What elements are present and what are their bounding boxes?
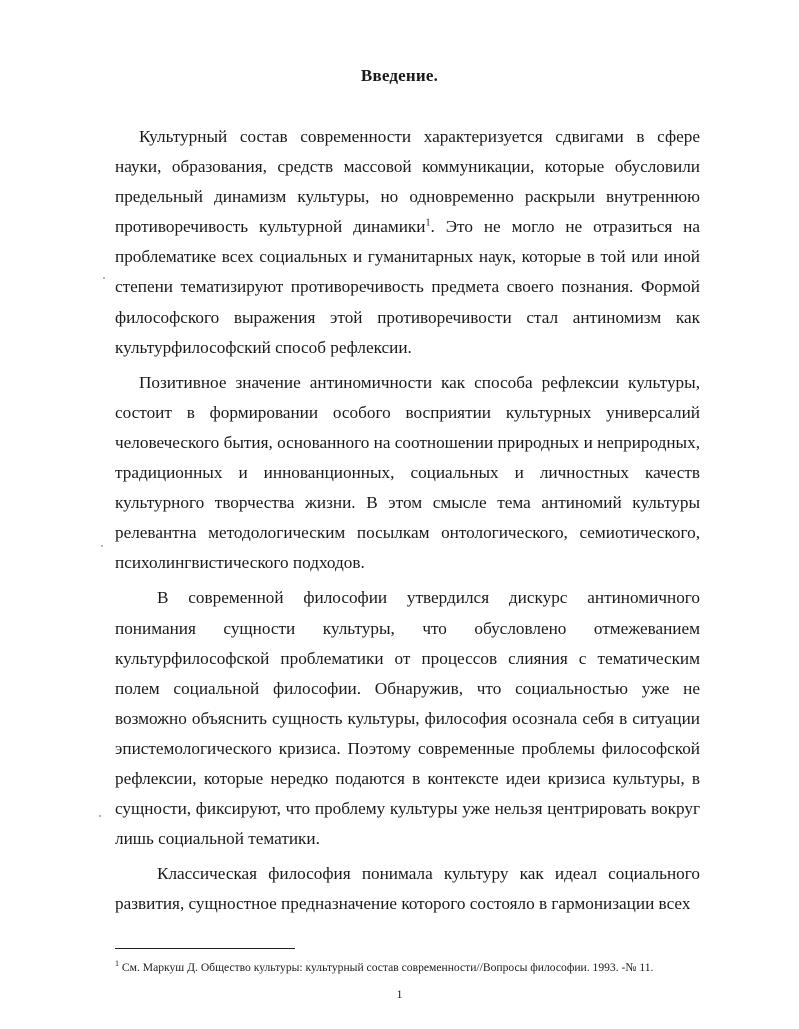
paragraph-3: В современной философии утвердился дискурс антиномичного понимания сущности культуры, что обусловлено отмежеванием культурфилософской проблематики от процессов слияния с тематическим полем социальной философии. Обнаружив, что социальностью уже не возможно объяснить сущность культуры, философия осознала себя в ситуации эпистемологического кризиса. Поэтому современные проблемы философской рефлексии, которые нередко подаются в контексте идеи кризиса культуры, в сущности, фиксируют, что проблему культуры уже нельзя центрировать вокруг лишь социальной тематики. [115,588,700,849]
paragraph-4: Классическая философия понимала культуру как идеал социального развития, сущностное предназначение которого состояло в гармонизации всех [115,864,700,914]
footnote-ref-1: 1 [425,217,431,229]
paragraph-2: Позитивное значение антиномичности как способа рефлексии культуры, состоит в формировании особого восприятии культурных универсалий человеческого бытия, основанного на соотношении природных и неприродных, традиционных и иннованционных, социальных и личностных качеств культурного творчества жизни. В этом смысле тема антиномий культуры релевантна методологическим посылкам онтологического, семиотического, психолингвистического подходов. [115,372,700,573]
footnote-divider [115,948,295,949]
footnote-marker: 1 [115,959,119,969]
footnote-text: См. Маркуш Д. Общество культуры: культурный состав современности//Вопросы философии. 1993. -№ 11. [119,961,654,974]
scan-speck [101,545,103,547]
page-number: 1 [396,987,403,1001]
page-title: Введение. [360,66,439,85]
body-text [115,122,700,919]
footnote [115,960,715,976]
scan-speck [99,815,101,817]
paragraph-1-text-b: . Это не могло не отразиться на проблематике всех социальных и гуманитарных наук, которые в той или иной степени тематизируют противоречивость предмета своего познания. Формой философского выражения этой противоречивости стал антиномизм как культурфилософский способ рефлексии. [115,217,700,357]
paragraph-1-text-a: Культурный состав современности характеризуется сдвигами в сфере науки, образования, средств массовой коммуникации, которые обусловили предельный динамизм культуры, но одновременно раскрыли внутреннюю противоречивость культурной динамики [115,127,700,237]
paragraph-1 [115,122,700,363]
scan-speck [103,277,105,279]
